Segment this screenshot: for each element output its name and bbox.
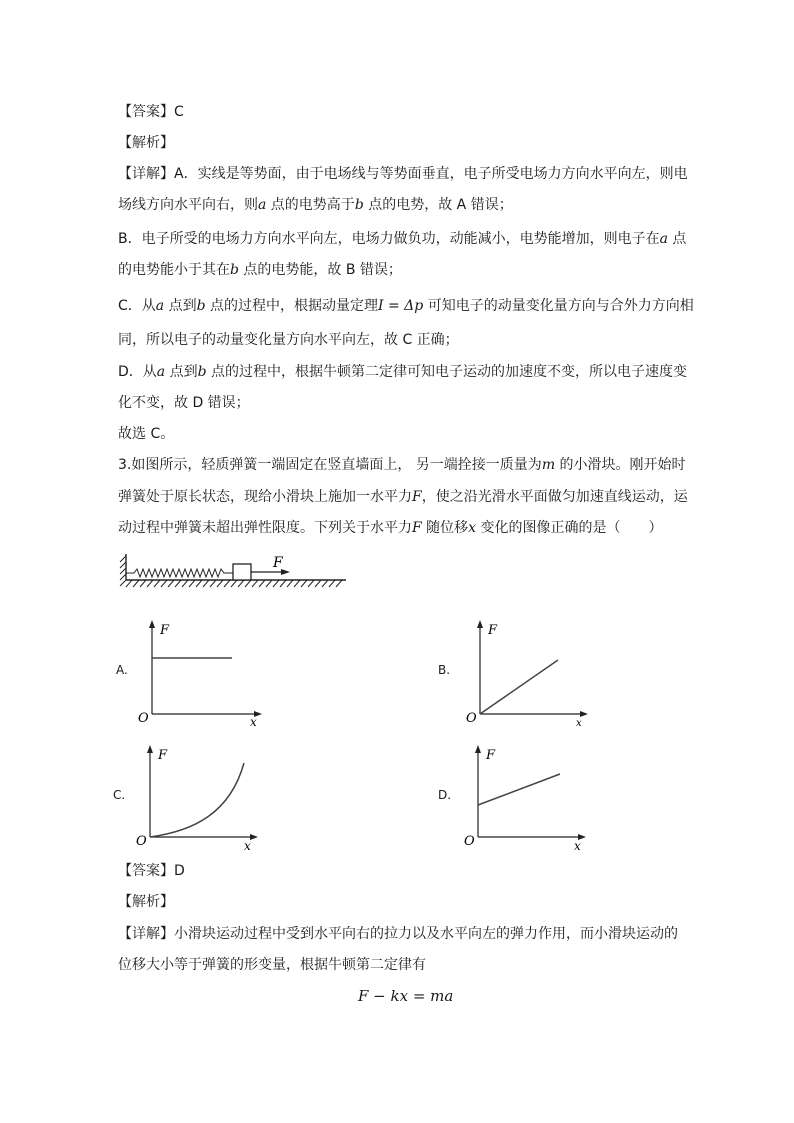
hatch-line	[140, 580, 146, 587]
detail-line-d1: D．从a 点到b 点的过程中，根据牛顿第二定律可知电子运动的加速度不变，所以电子速度变	[118, 364, 688, 380]
hatch-line	[315, 580, 321, 587]
hatch-line	[245, 580, 251, 587]
detail-line-a1: 【详解】A．实线是等势面，由于电场线与等势面垂直，电子所受电场力方向水平向左，则电	[118, 166, 688, 182]
newton-equation: F − kx = ma	[358, 987, 454, 1005]
x-axis-label: x	[244, 839, 251, 853]
graph-curve	[480, 660, 558, 714]
detail-line-c1: C．从a 点到b 点的过程中，根据动量定理I = Δp 可知电子的动量变化量方向与合外力方向相	[118, 298, 694, 314]
hatch-line	[252, 580, 258, 587]
y-axis-arrowhead	[477, 620, 483, 628]
answer-tag: 【答案】	[118, 104, 174, 120]
graph-curve	[150, 763, 244, 837]
hatch-line	[301, 580, 307, 587]
hatch-line	[210, 580, 216, 587]
answer-tag: 【答案】	[118, 863, 174, 879]
detail-line-b1: B．电子所受的电场力方向水平向左，电场力做负功，动能减小，电势能增加，则电子在a 点	[118, 231, 687, 247]
hatch-line	[336, 580, 342, 587]
y-axis-arrowhead	[475, 745, 481, 753]
hatch-line	[161, 580, 167, 587]
ground-hatching	[126, 580, 342, 587]
spring	[126, 569, 233, 577]
hatch-line	[224, 580, 230, 587]
analysis-tag: 【解析】	[118, 135, 174, 151]
answer-value: C	[174, 104, 184, 120]
detail3-line1: 【详解】小滑块运动过程中受到水平向右的拉力以及水平向左的弹力作用，而小滑块运动的	[118, 926, 678, 942]
answer-value: D	[174, 863, 185, 879]
hatch-line	[259, 580, 265, 587]
hatch-line	[196, 580, 202, 587]
hatch-line	[203, 580, 209, 587]
hatch-line	[238, 580, 244, 587]
analysis-tag: 【解析】	[118, 894, 174, 910]
force-label: F	[273, 555, 283, 571]
option-d-graph	[462, 743, 602, 853]
origin-label: O	[136, 834, 147, 849]
option-c-label: C.	[113, 788, 126, 802]
hatch-line	[287, 580, 293, 587]
option-d-label: D.	[438, 788, 452, 802]
detail-line-b2: 的电势能小于其在b 点的电势能，故 B 错误；	[118, 262, 402, 278]
hatch-line	[168, 580, 174, 587]
option-a-label: A.	[116, 663, 128, 677]
answer-line	[118, 861, 185, 881]
hatch-line	[217, 580, 223, 587]
detail-line-c2: 同，所以电子的动量变化量方向水平向左，故 C 正确；	[118, 332, 459, 348]
origin-label: O	[138, 711, 149, 726]
hatch-line	[182, 580, 188, 587]
question3-line3: 动过程中弹簧未超出弹性限度。下列关于水平力F 随位移x 变化的图像正确的是（ ）	[118, 520, 663, 536]
hatch-line	[294, 580, 300, 587]
y-axis-arrowhead	[147, 745, 153, 753]
detail-tag: 【详解】	[118, 926, 174, 942]
hatch-line	[189, 580, 195, 587]
hatch-line	[322, 580, 328, 587]
hatch-line	[154, 580, 160, 587]
conclusion: 故选 C。	[118, 426, 175, 442]
detail-line-a2: 场线方向水平向右，则a 点的电势高于b 点的电势，故 A 错误；	[118, 197, 513, 213]
hatch-line	[266, 580, 272, 587]
hatch-line	[329, 580, 335, 587]
origin-label: O	[464, 834, 475, 849]
spring-block-setup-figure	[118, 548, 350, 592]
x-axis-label: x	[574, 839, 581, 853]
option-b-label: B.	[438, 663, 451, 677]
x-axis-arrowhead	[250, 834, 258, 840]
detail-tag: 【详解】	[118, 166, 174, 182]
hatch-line	[175, 580, 181, 587]
x-axis-label: x	[250, 715, 257, 728]
slider-block	[233, 564, 251, 580]
detail-line-d2: 化不变，故 D 错误；	[118, 395, 250, 411]
y-axis-arrowhead	[149, 620, 155, 628]
hatch-line	[126, 580, 132, 587]
answer-line	[118, 102, 184, 122]
hatch-line	[273, 580, 279, 587]
x-axis-label: x	[576, 718, 582, 728]
y-axis-label: F	[158, 748, 168, 763]
y-axis-label: F	[160, 623, 170, 638]
question3-line1: 3.如图所示，轻质弹簧一端固定在竖直墙面上， 另一端拴接一质量为m 的小滑块。刚开始时	[118, 457, 686, 473]
hatch-line	[133, 580, 139, 587]
wall-hatching	[120, 556, 126, 586]
y-axis-label: F	[488, 623, 498, 638]
hatch-line	[147, 580, 153, 587]
option-c-graph	[134, 743, 274, 853]
hatch-line	[231, 580, 237, 587]
x-axis-arrowhead	[580, 711, 588, 717]
origin-label: O	[466, 711, 477, 726]
y-axis-label: F	[486, 748, 496, 763]
question3-line2: 弹簧处于原长状态，现给小滑块上施加一水平力F，使之沿光滑水平面做匀加速直线运动，运	[118, 489, 688, 505]
hatch-line	[308, 580, 314, 587]
option-a-graph	[134, 618, 274, 728]
option-b-graph	[464, 618, 604, 728]
momentum-theorem-formula: I = Δp	[378, 298, 424, 314]
hatch-line	[280, 580, 286, 587]
detail3-line2: 位移大小等于弹簧的形变量，根据牛顿第二定律有	[118, 957, 426, 973]
graph-curve	[478, 774, 560, 805]
